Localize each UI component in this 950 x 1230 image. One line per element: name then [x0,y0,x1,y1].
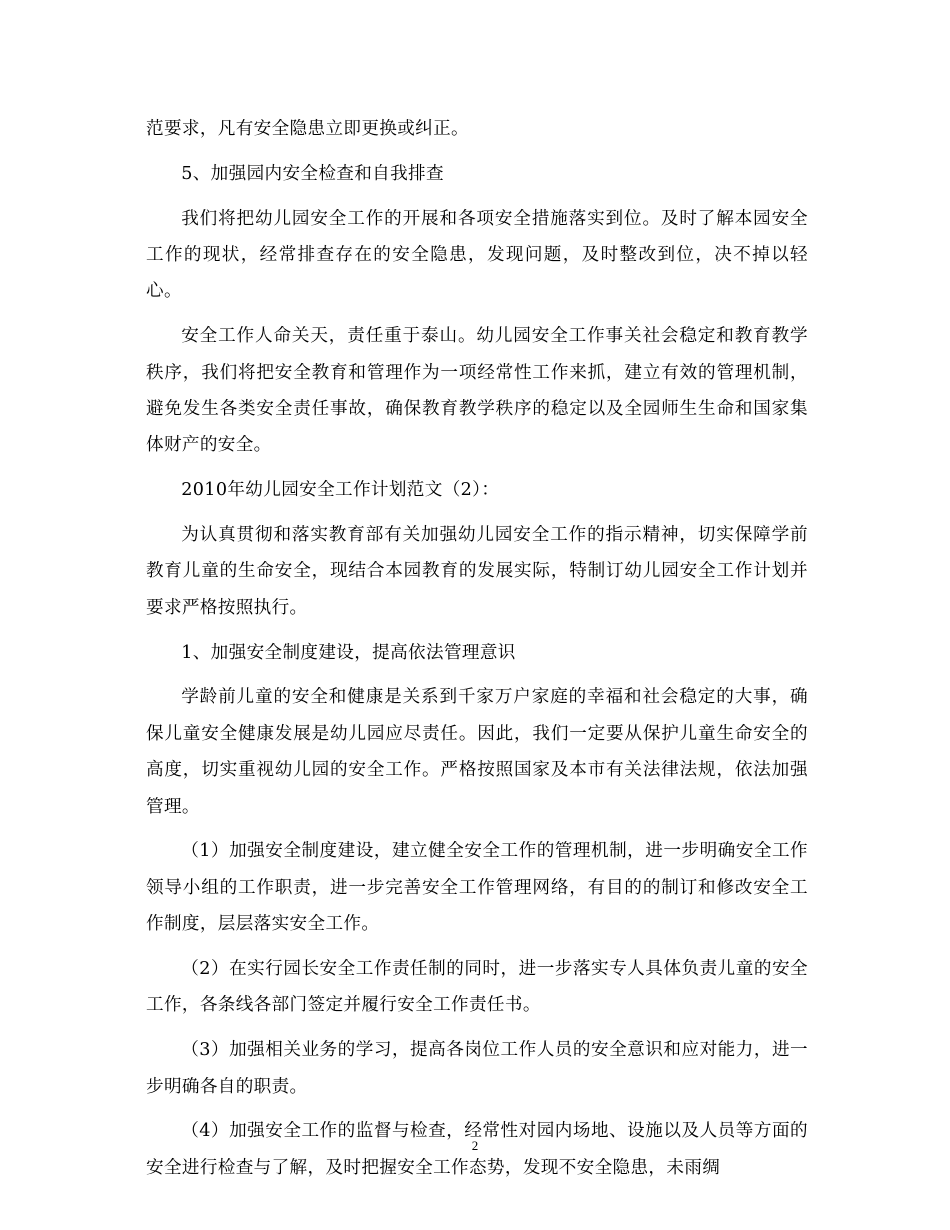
paragraph: 为认真贯彻和落实教育部有关加强幼儿园安全工作的指示精神，切实保障学前教育儿童的生命安全，现结合本园教育的发展实际，特制订幼儿园安全工作计划并要求严格按照执行。 [146,525,808,618]
list-item: （4）加强安全工作的监督与检查，经常性对园内场地、设施以及人员等方面的安全进行检查与了解，及时把握安全工作态势，发现不安全隐患，未雨绸 [146,1121,808,1178]
section-heading: 5、加强园内安全检查和自我排查 [181,163,444,184]
paragraph: 安全工作人命关天，责任重于泰山。幼儿园安全工作事关社会稳定和教育教学秩序，我们将把安全教育和管理作为一项经常性工作来抓，建立有效的管理机制，避免发生各类安全责任事故，确保教育教学秩序的稳定以及全园师生生命和国家集体财产的安全。 [146,326,808,456]
section-heading: 1、加强安全制度建设，提高依法管理意识 [181,642,516,663]
paragraph: 学龄前儿童的安全和健康是关系到千家万户家庭的幸福和社会稳定的大事，确保儿童安全健康发展是幼儿园应尽责任。因此，我们一定要从保护儿童生命安全的高度，切实重视幼儿园的安全工作。严格按照国家及本市有关法律法规，依法加强管理。 [146,687,808,817]
list-item: （2）在实行园长安全工作责任制的同时，进一步落实专人具体负责儿童的安全工作，各条线各部门签定并履行安全工作责任书。 [146,959,808,1016]
page-number: 2 [471,1138,479,1153]
paragraph: 我们将把幼儿园安全工作的开展和各项安全措施落实到位。及时了解本园安全工作的现状，经常排查存在的安全隐患，发现问题，及时整改到位，决不掉以轻心。 [146,208,808,302]
document-subtitle: 2010年幼儿园安全工作计划范文（2）： [181,480,500,501]
list-item: （1）加强安全制度建设，建立健全安全工作的管理机制，进一步明确安全工作领导小组的工作职责，进一步完善安全工作管理网络，有目的的制订和修改安全工作制度，层层落实安全工作。 [146,841,808,935]
document-body [146,111,808,1195]
list-item: （3）加强相关业务的学习，提高各岗位工作人员的安全意识和应对能力，进一步明确各自的职责。 [146,1040,808,1097]
paragraph: 范要求，凡有安全隐患立即更换或纠正。 [146,119,469,139]
